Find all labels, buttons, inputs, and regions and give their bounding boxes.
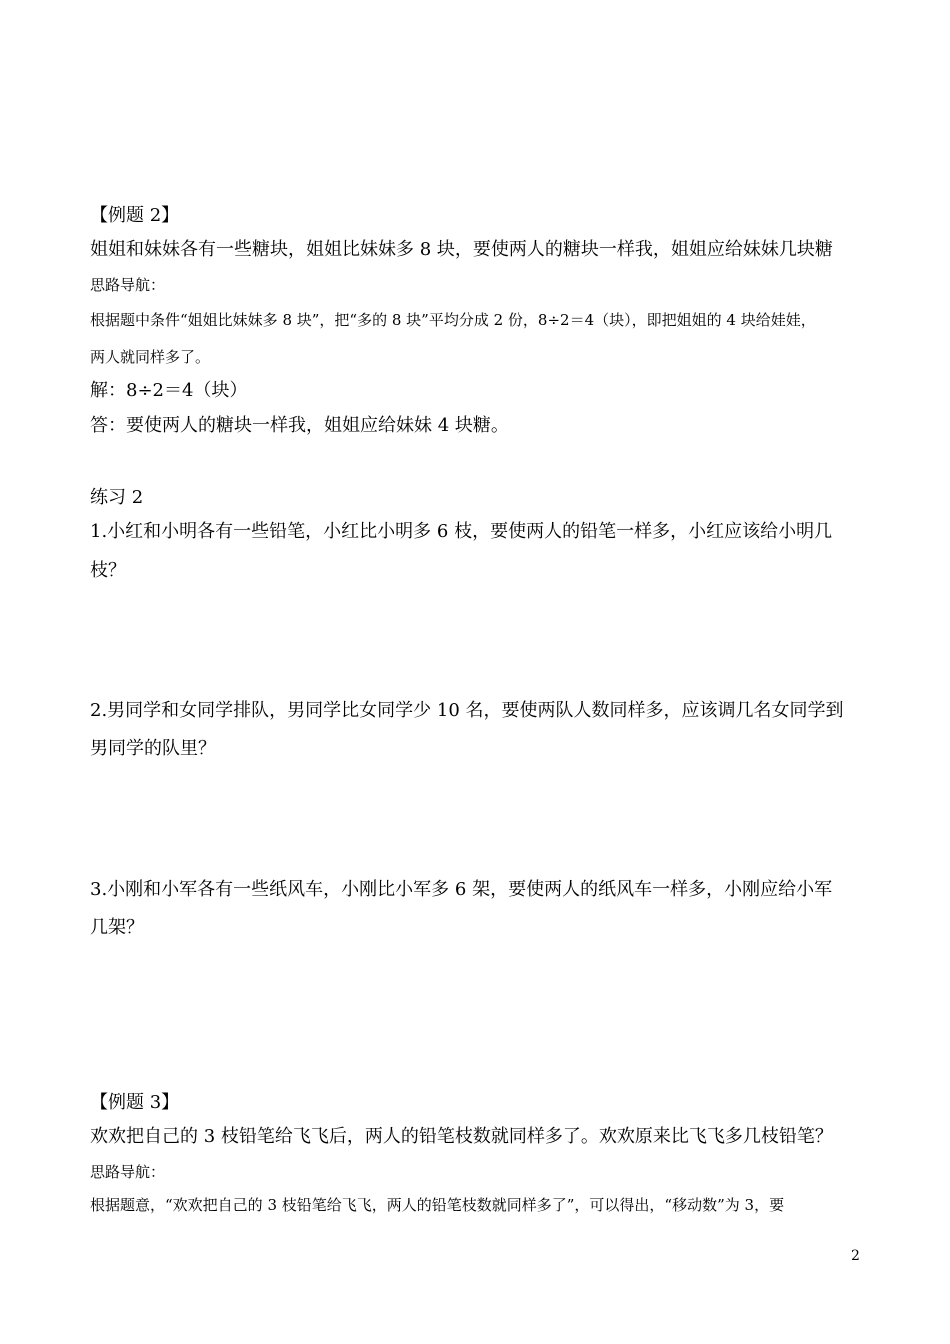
- example-3-heading: 【例题 3】: [90, 1092, 180, 1113]
- practice-2-heading: 练习 2: [90, 487, 144, 508]
- example-2-problem: 姐姐和妹妹各有一些糖块，姐姐比妹妹多 8 块，要使两人的糖块一样我，姐姐应给妹妹几块糖: [90, 239, 833, 260]
- page-number: 2: [851, 1248, 860, 1264]
- example-3-guide-line-1: 根据题意，“欢欢把自己的 3 枝铅笔给飞飞，两人的铅笔枝数就同样多了”，可以得出，“移动数”为 3，要: [90, 1196, 785, 1214]
- practice-2-question-3-line-2: 几架？: [90, 917, 144, 938]
- practice-2-question-2-line-1: 2.男同学和女同学排队，男同学比女同学少 10 名，要使两队人数同样多，应该调几名女同学到: [90, 700, 844, 721]
- example-2-solution: 解：8÷2＝4（块）: [90, 380, 248, 401]
- example-2-answer: 答：要使两人的糖块一样我，姐姐应给妹妹 4 块糖。: [90, 415, 509, 436]
- practice-2-question-2-line-2: 男同学的队里？: [90, 738, 216, 759]
- practice-2-question-1-line-1: 1.小红和小明各有一些铅笔，小红比小明多 6 枝，要使两人的铅笔一样多，小红应该给小明几: [90, 521, 833, 542]
- example-3-problem: 欢欢把自己的 3 枝铅笔给飞飞后，两人的铅笔枝数就同样多了。欢欢原来比飞飞多几枝铅笔？: [90, 1126, 833, 1147]
- practice-2-question-1-line-2: 枝？: [90, 560, 126, 581]
- example-2-guide-line-2: 两人就同样多了。: [90, 348, 211, 366]
- example-2-heading: 【例题 2】: [90, 205, 180, 226]
- practice-2-question-3-line-1: 3.小刚和小军各有一些纸风车，小刚比小军多 6 架，要使两人的纸风车一样多，小刚应给小军: [90, 879, 833, 900]
- example-2-guide-label: 思路导航：: [90, 276, 166, 294]
- example-3-guide-label: 思路导航：: [90, 1163, 166, 1181]
- example-2-guide-line-1: 根据题中条件“姐姐比妹妹多 8 块”，把“多的 8 块”平均分成 2 份，8÷2＝4（块），即把姐姐的 4 块给娃娃，: [90, 311, 816, 329]
